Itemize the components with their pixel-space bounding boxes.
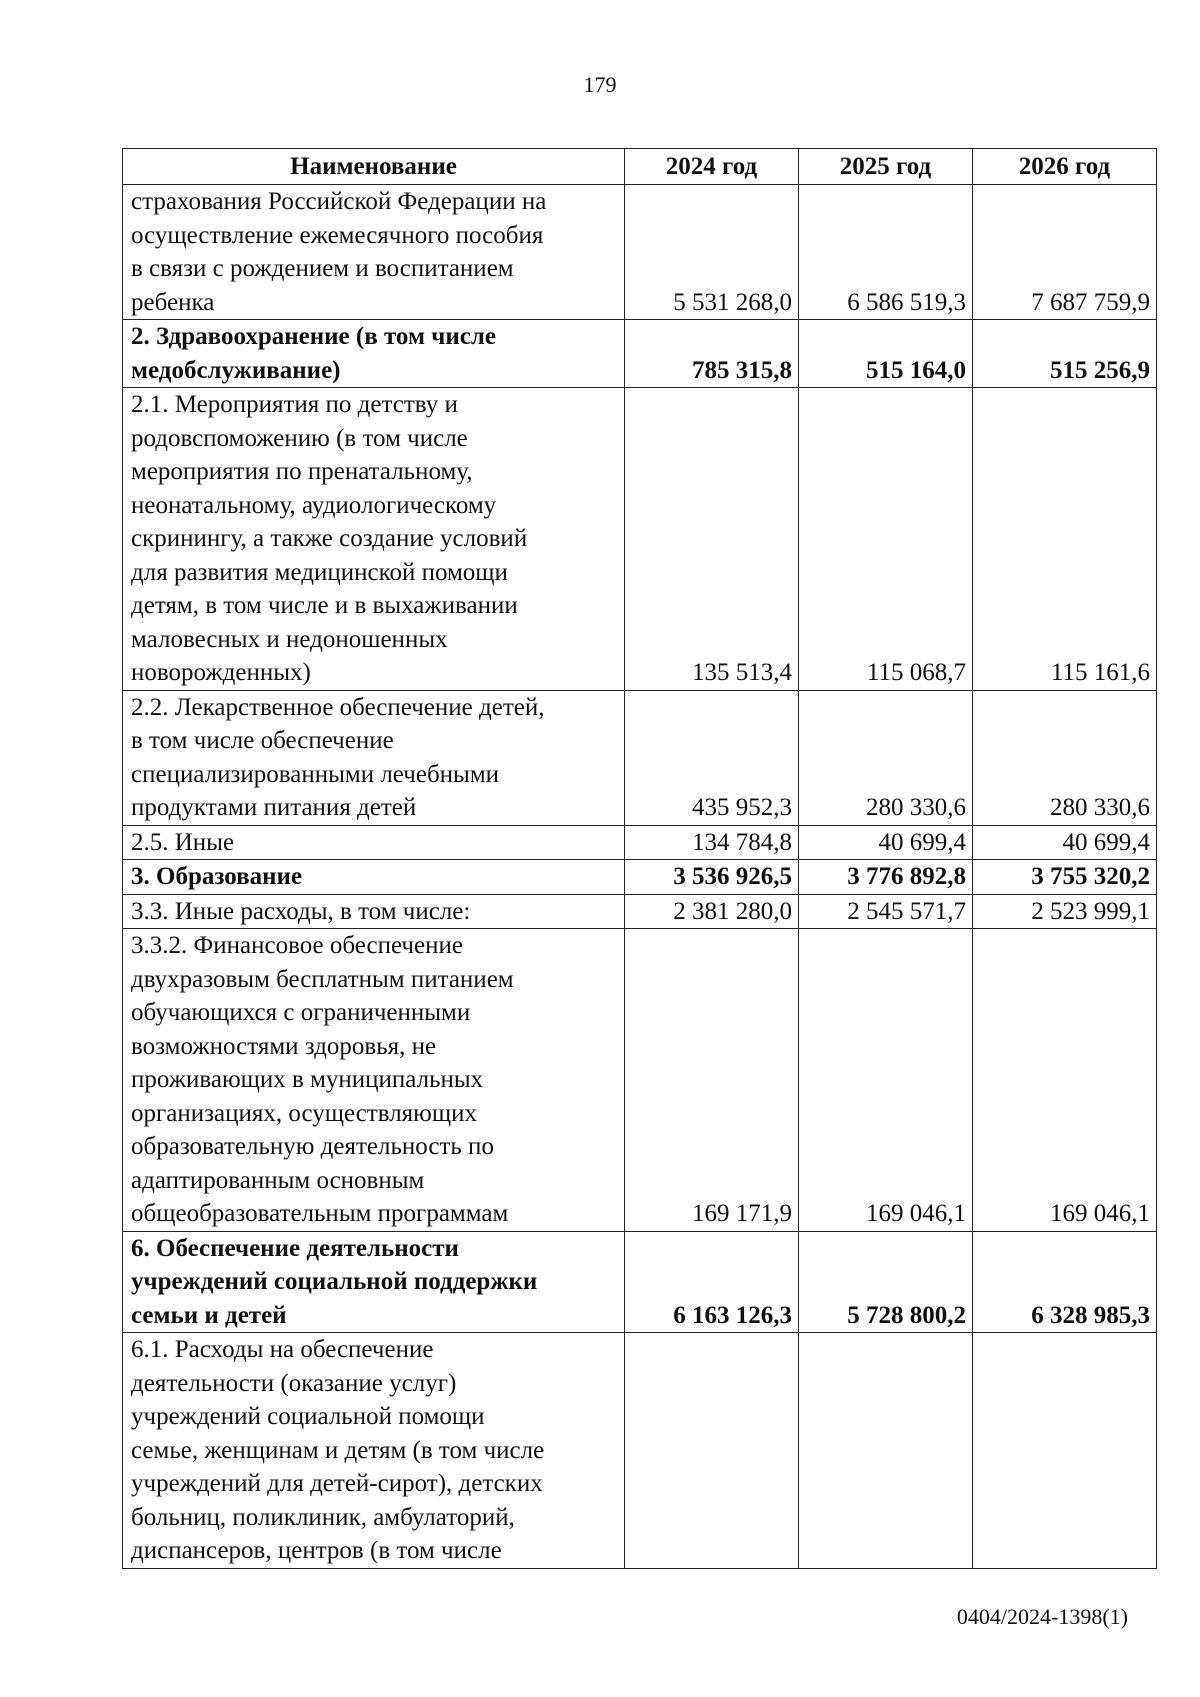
row-value-2026: 115 161,6 [973, 388, 1157, 691]
budget-table [122, 148, 1157, 1569]
row-name: 6. Обеспечение деятельности учреждений социальной поддержки семьи и детей [123, 1231, 625, 1333]
table-row [123, 690, 1157, 825]
header-2026: 2026 год [973, 149, 1157, 185]
row-value-2025: 2 545 571,7 [799, 894, 973, 929]
row-value-2025 [799, 1333, 973, 1569]
row-value-2024: 134 784,8 [625, 825, 799, 860]
row-name: 2.5. Иные [123, 825, 625, 860]
row-value-2026: 3 755 320,2 [973, 860, 1157, 895]
table-row [123, 388, 1157, 691]
row-name: 2.1. Мероприятия по детству и родовспоможению (в том числе мероприятия по пренатальному, неонатальному, аудиологическому скринингу, а также создание условий для развития медицинской помощи детям, в том числе и в выхаживании маловесных и недоношенных новорожденных) [123, 388, 625, 691]
table-row [123, 825, 1157, 860]
table-row [123, 894, 1157, 929]
row-value-2024: 6 163 126,3 [625, 1231, 799, 1333]
header-name: Наименование [123, 149, 625, 185]
row-value-2024: 435 952,3 [625, 690, 799, 825]
table-row [123, 1333, 1157, 1569]
row-value-2024: 135 513,4 [625, 388, 799, 691]
row-value-2025: 6 586 519,3 [799, 185, 973, 320]
header-2024: 2024 год [625, 149, 799, 185]
row-value-2025: 169 046,1 [799, 929, 973, 1232]
row-name: страхования Российской Федерации на осуществление ежемесячного пособия в связи с рождением и воспитанием ребенка [123, 185, 625, 320]
table-row [123, 320, 1157, 388]
row-name: 2. Здравоохранение (в том числе медобслуживание) [123, 320, 625, 388]
table-row [123, 1231, 1157, 1333]
row-value-2026: 7 687 759,9 [973, 185, 1157, 320]
row-name: 3.3. Иные расходы, в том числе: [123, 894, 625, 929]
table-header-row [123, 149, 1157, 185]
row-value-2026: 6 328 985,3 [973, 1231, 1157, 1333]
page-number: 179 [583, 72, 617, 97]
row-value-2024: 785 315,8 [625, 320, 799, 388]
table-row [123, 185, 1157, 320]
row-value-2024 [625, 1333, 799, 1569]
row-value-2026: 280 330,6 [973, 690, 1157, 825]
row-name: 3. Образование [123, 860, 625, 895]
row-value-2025: 40 699,4 [799, 825, 973, 860]
row-value-2024: 2 381 280,0 [625, 894, 799, 929]
row-name: 2.2. Лекарственное обеспечение детей, в том числе обеспечение специализированными лечебными продуктами питания детей [123, 690, 625, 825]
table-row [123, 929, 1157, 1232]
row-name: 3.3.2. Финансовое обеспечение двухразовым бесплатным питанием обучающихся с ограниченными возможностями здоровья, не проживающих в муниципальных организациях, осуществляющих образовательную деятельность по адаптированным основным общеобразовательным программам [123, 929, 625, 1232]
row-value-2024: 3 536 926,5 [625, 860, 799, 895]
table-row [123, 860, 1157, 895]
row-name: 6.1. Расходы на обеспечение деятельности (оказание услуг) учреждений социальной помощи семье, женщинам и детям (в том числе учреждений для детей-сирот), детских больниц, поликлиник, амбулаторий, диспансеров, центров (в том числе [123, 1333, 625, 1569]
row-value-2025: 3 776 892,8 [799, 860, 973, 895]
row-value-2026: 2 523 999,1 [973, 894, 1157, 929]
row-value-2026: 40 699,4 [973, 825, 1157, 860]
row-value-2026: 169 046,1 [973, 929, 1157, 1232]
header-2025: 2025 год [799, 149, 973, 185]
row-value-2025: 5 728 800,2 [799, 1231, 973, 1333]
row-value-2026 [973, 1333, 1157, 1569]
row-value-2025: 515 164,0 [799, 320, 973, 388]
row-value-2026: 515 256,9 [973, 320, 1157, 388]
row-value-2024: 5 531 268,0 [625, 185, 799, 320]
row-value-2025: 115 068,7 [799, 388, 973, 691]
row-value-2024: 169 171,9 [625, 929, 799, 1232]
row-value-2025: 280 330,6 [799, 690, 973, 825]
document-code: 0404/2024-1398(1) [956, 1604, 1128, 1629]
